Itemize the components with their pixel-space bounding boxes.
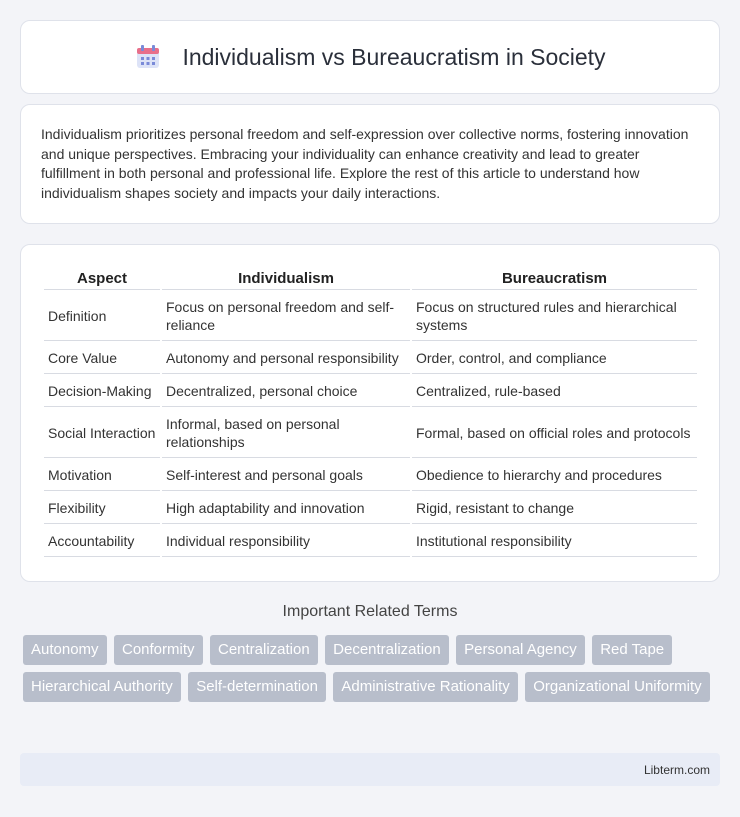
related-term-tag[interactable]: Centralization (210, 635, 318, 665)
table-row (44, 493, 697, 524)
table-cell: High adaptability and innovation (162, 493, 410, 524)
header-individualism: Individualism (162, 267, 410, 290)
footer-site-link[interactable]: Libterm.com (643, 763, 710, 777)
related-terms-title: Important Related Terms (282, 603, 458, 620)
table-cell: Self-interest and personal goals (162, 460, 410, 491)
footer (20, 753, 720, 786)
table-cell: Obedience to hierarchy and procedures (412, 460, 697, 491)
table-cell: Motivation (44, 460, 160, 491)
related-term-tag[interactable]: Conformity (114, 635, 203, 665)
related-term-tag[interactable]: Organizational Uniformity (525, 672, 709, 702)
table-cell: Core Value (44, 343, 160, 374)
table-cell: Decision-Making (44, 376, 160, 407)
related-term-tag[interactable]: Administrative Rationality (333, 672, 517, 702)
related-term-tag[interactable]: Self-determination (188, 672, 326, 702)
table-row (44, 409, 697, 458)
table-cell: Institutional responsibility (412, 526, 697, 557)
intro-text: Individualism prioritizes personal freedom and self-expression over collective norms, fostering innovation and unique perspectives. Embracing your individuality can enhance creativity and lead to greater fulfillment in both personal and professional life. Explore the rest of this article to understand how individualism shapes society and impacts your daily interactions. (41, 126, 689, 201)
table-cell: Order, control, and compliance (412, 343, 697, 374)
table-cell: Individual responsibility (162, 526, 410, 557)
table-cell: Flexibility (44, 493, 160, 524)
related-term-tag[interactable]: Hierarchical Authority (23, 672, 181, 702)
table-cell: Focus on structured rules and hierarchical systems (412, 292, 697, 341)
table-header-row (44, 267, 697, 290)
table-cell: Social Interaction (44, 409, 160, 458)
table-row (44, 460, 697, 491)
table-cell: Decentralized, personal choice (162, 376, 410, 407)
comparison-table (42, 265, 699, 559)
table-row (44, 526, 697, 557)
related-term-tag[interactable]: Red Tape (592, 635, 672, 665)
related-term-tag[interactable]: Autonomy (23, 635, 107, 665)
table-cell: Accountability (44, 526, 160, 557)
page-title: Individualism vs Bureaucratism in Society (182, 43, 606, 70)
table-cell: Autonomy and personal responsibility (162, 343, 410, 374)
related-term-tag[interactable]: Personal Agency (456, 635, 585, 665)
table-cell: Definition (44, 292, 160, 341)
table-cell: Formal, based on official roles and protocols (412, 409, 697, 458)
calendar-icon (134, 43, 162, 71)
header-bureaucratism: Bureaucratism (412, 267, 697, 290)
intro-card (20, 104, 720, 224)
table-row (44, 343, 697, 374)
table-cell: Focus on personal freedom and self-reliance (162, 292, 410, 341)
comparison-table-card (20, 244, 720, 582)
table-cell: Informal, based on personal relationships (162, 409, 410, 458)
header-aspect: Aspect (44, 267, 160, 290)
table-row (44, 376, 697, 407)
table-cell: Centralized, rule-based (412, 376, 697, 407)
table-row (44, 292, 697, 341)
related-term-tag[interactable]: Decentralization (325, 635, 449, 665)
table-cell: Rigid, resistant to change (412, 493, 697, 524)
title-card (20, 20, 720, 94)
related-terms-list (23, 635, 723, 709)
